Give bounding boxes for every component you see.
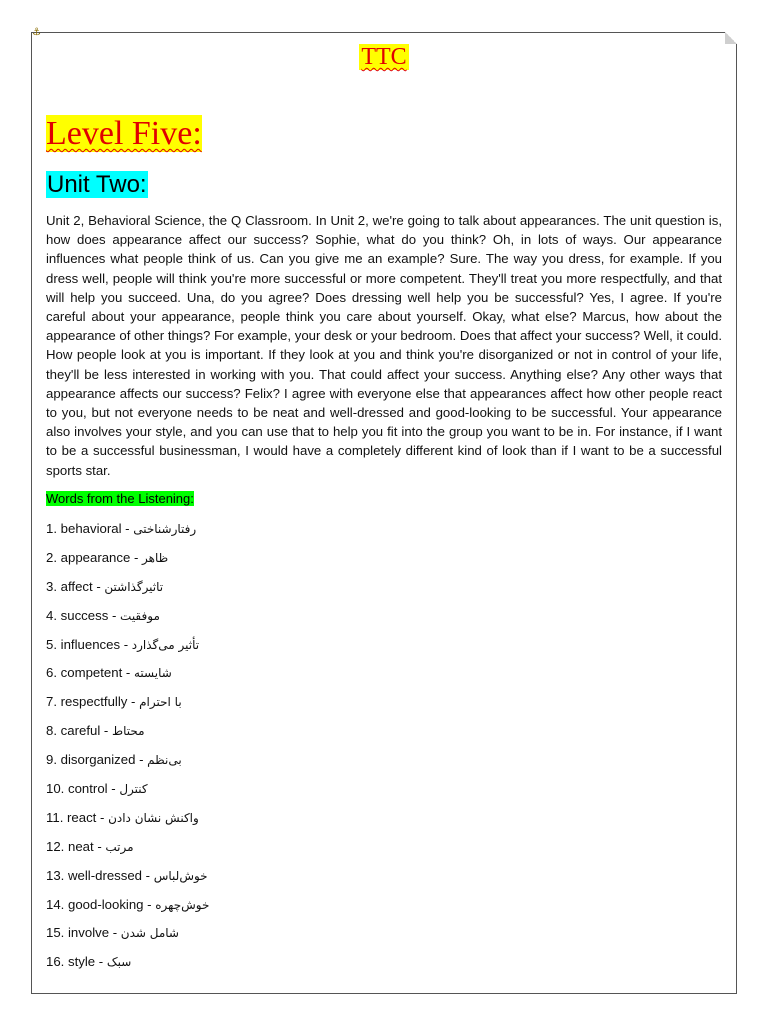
vocab-english: 2. appearance -	[46, 549, 143, 565]
list-item	[46, 606, 209, 635]
brand-header	[0, 44, 768, 71]
vocab-persian: محتاط	[111, 724, 145, 739]
words-heading	[46, 490, 194, 508]
list-item	[46, 837, 209, 866]
vocab-english: 10. control -	[46, 781, 120, 797]
list-item	[46, 519, 209, 548]
list-item	[46, 577, 209, 606]
vocab-persian: سبک	[106, 955, 132, 970]
vocab-persian: موفقیت	[120, 608, 160, 623]
unit-title: Unit Two:	[47, 171, 147, 198]
list-item	[46, 721, 209, 750]
vocab-persian: تأثیر می‌گذارد	[131, 637, 200, 652]
vocab-english: 12. neat -	[46, 838, 106, 854]
vocab-persian: مرتب	[105, 839, 134, 854]
vocab-english: 9. disorganized -	[46, 752, 148, 768]
vocab-english: 16. style -	[46, 954, 107, 970]
vocab-english: 8. careful -	[46, 723, 112, 739]
vocab-english: 13. well-dressed -	[46, 867, 154, 883]
words-heading-label: Words from the Listening:	[46, 491, 194, 506]
vocab-persian: خوش‌لباس	[153, 868, 208, 883]
list-item	[46, 548, 209, 577]
anchor-icon: ⚓	[32, 27, 41, 38]
vocab-persian: واکنش نشان دادن	[108, 810, 199, 825]
vocab-english: 7. respectfully -	[46, 694, 140, 710]
vocab-persian: با احترام	[139, 695, 182, 710]
brand-title: TTC	[361, 44, 407, 70]
list-item	[46, 750, 209, 779]
vocab-english: 15. involve -	[46, 925, 121, 941]
list-item	[46, 866, 209, 895]
vocab-english: 11. react -	[46, 809, 109, 825]
vocab-persian: خوش‌چهره	[155, 897, 210, 912]
transcript-paragraph: Unit 2, Behavioral Science, the Q Classroom. In Unit 2, we're going to talk about appearances. The unit question is, how does appearance affect our success? Sophie, what do you think? Oh, in lots of ways. Our appearance influences what people think of us. Can you give me an example? Sure. The way you dress, for example. If you dress well, people will think you're more successful or more competent. They'll treat you more respectfully, and that will help you succeed. Una, do you agree? Does dressing well help you be successful? Yes, I agree. If you're careful about your appearance, people think you care about yourself. Okay, what else? Marcus, how about the appearance of other things? For example, your desk or your bedroom. Does that affect your success? Well, it could. How people look at you is important. If they look at you and think you're disorganized or not in control of your life, they'll be less interested in working with you. That could affect your success. Anything else? Any other ways that appearance affects our success? Felix? I agree with everyone else that appearances affect how other people react to you, but not everyone needs to be neat and well-dressed and good-looking to be successful. Your appearance also involves your style, and you can use that to help you fit into the group you want to be in. For instance, if I want to be a successful businessman, I would have a completely different kind of look than if I want to be a successful sports star.	[46, 213, 722, 478]
list-item	[46, 952, 209, 981]
list-item	[46, 692, 209, 721]
list-item	[46, 635, 209, 664]
vocab-english: 14. good-looking -	[46, 896, 156, 912]
vocab-persian: شایسته	[133, 666, 172, 681]
list-item	[46, 663, 209, 692]
vocab-persian: بی‌نظم	[147, 753, 182, 768]
vocab-english: 6. competent -	[46, 665, 134, 681]
page-corner-fold	[725, 32, 737, 44]
vocab-english: 5. influences -	[46, 636, 132, 652]
list-item	[46, 808, 209, 837]
vocab-english: 4. success -	[46, 607, 121, 623]
level-heading	[46, 114, 202, 154]
vocab-persian: رفتارشناختی	[133, 522, 197, 536]
list-item	[46, 895, 209, 924]
list-item	[46, 779, 209, 808]
vocabulary-list	[46, 519, 209, 981]
level-title: Level Five:	[46, 115, 202, 152]
vocab-persian: ظاهر	[142, 550, 169, 565]
vocab-persian: تاثیرگذاشتن	[104, 579, 164, 594]
vocab-persian: شامل شدن	[120, 926, 179, 941]
vocab-english: 1. behavioral -	[46, 521, 134, 536]
vocab-persian: کنترل	[119, 782, 148, 797]
list-item	[46, 923, 209, 952]
unit-heading	[46, 168, 148, 202]
vocab-english: 3. affect -	[46, 578, 105, 594]
